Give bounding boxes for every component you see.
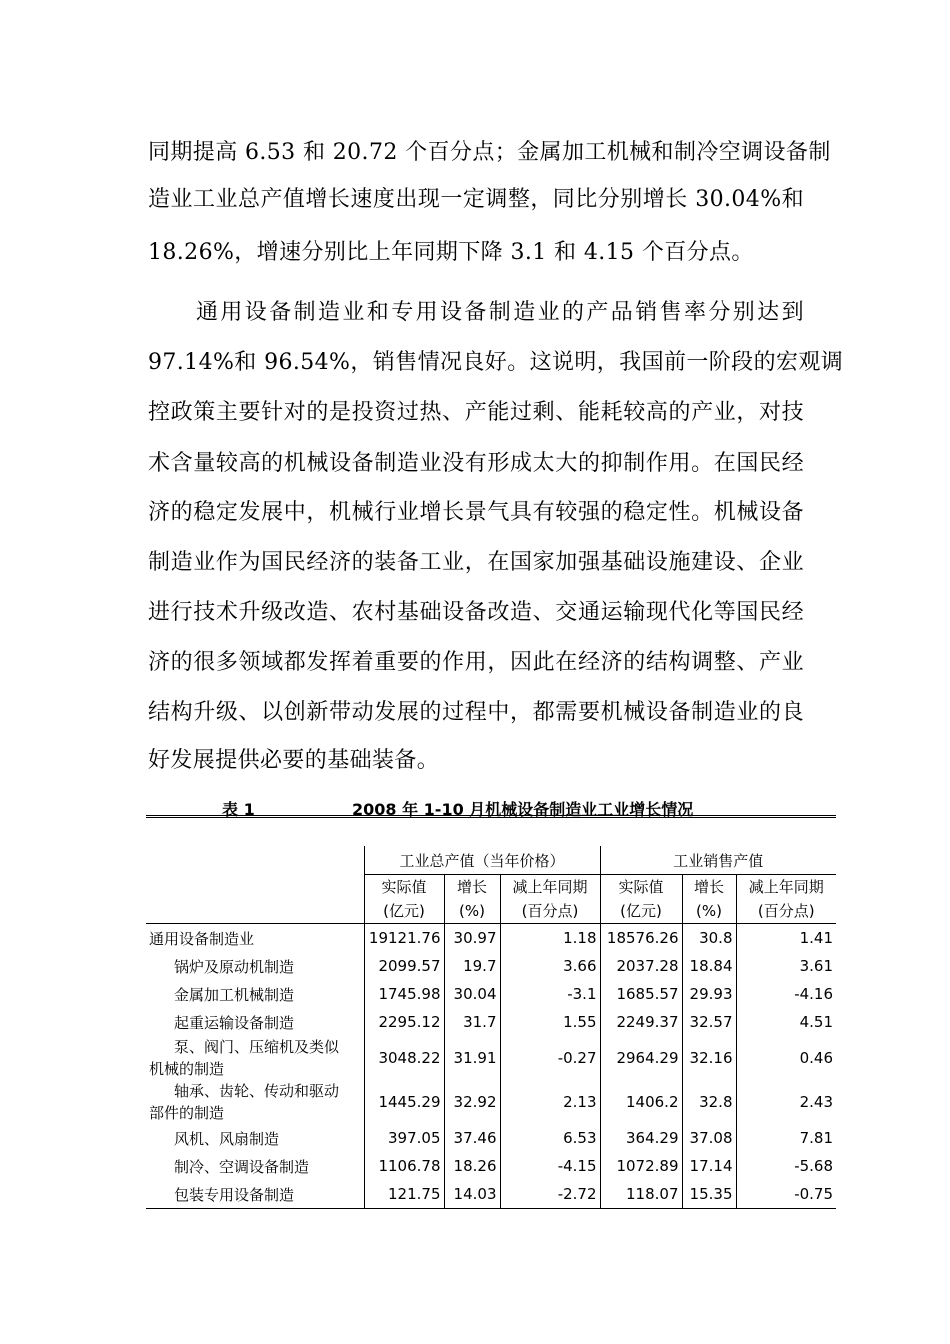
cell-value: 19121.76 [364, 924, 444, 953]
header-row-subcolumns [146, 875, 836, 924]
cell-value: 118.07 [600, 1180, 682, 1209]
header-cell: 增长 (%) [682, 875, 736, 924]
header-cell: 减上年同期 (百分点) [736, 875, 836, 924]
table-row [146, 1180, 836, 1209]
cell-value: 32.92 [444, 1080, 500, 1124]
row-name: 金属加工机械制造 [174, 985, 295, 1004]
text-line: 济的很多领域都发挥着重要的作用，因此在经济的结构调整、产业 [148, 650, 804, 675]
cell-value: -2.72 [500, 1180, 600, 1209]
cell-value: 31.7 [444, 1008, 500, 1036]
table-row [146, 1036, 836, 1080]
cell-value: 2295.12 [364, 1008, 444, 1036]
cell-value: 1.55 [500, 1008, 600, 1036]
cell-value: 32.57 [682, 1008, 736, 1036]
cell-value: 0.46 [736, 1036, 836, 1080]
header-cell: 实际值 (亿元) [364, 875, 444, 924]
text-line: 济的稳定发展中，机械行业增长景气具有较强的稳定性。机械设备 [148, 500, 804, 525]
text-line: 通用设备制造业和专用设备制造业的产品销售率分别达到 [196, 300, 804, 325]
table-row [146, 980, 836, 1008]
cell-value: -0.27 [500, 1036, 600, 1080]
cell-value: -5.68 [736, 1152, 836, 1180]
row-name: 泵、阀门、压缩机及类似 机械的制造 [149, 1038, 340, 1078]
row-name: 起重运输设备制造 [174, 1013, 295, 1032]
header-row-groups [146, 846, 836, 875]
cell-value: 3048.22 [364, 1036, 444, 1080]
text-line: 术含量较高的机械设备制造业没有形成太大的抑制作用。在国民经 [148, 451, 804, 476]
cell-value: 18.26 [444, 1152, 500, 1180]
cell-value: 1406.2 [600, 1080, 682, 1124]
cell-value: 2964.29 [600, 1036, 682, 1080]
text-line: 造业工业总产值增长速度出现一定调整，同比分别增长 30.04%和 [148, 187, 804, 212]
table-row [146, 1152, 836, 1180]
data-table [146, 815, 836, 1209]
header-group-total-output: 工业总产值（当年价格） [364, 846, 600, 875]
cell-value: 14.03 [444, 1180, 500, 1209]
cell-value: -4.16 [736, 980, 836, 1008]
cell-value: 2.43 [736, 1080, 836, 1124]
cell-value: 32.8 [682, 1080, 736, 1124]
cell-value: 2.13 [500, 1080, 600, 1124]
table-row [146, 1008, 836, 1036]
text-line: 97.14%和 96.54%，销售情况良好。这说明，我国前一阶段的宏观调 [148, 350, 844, 375]
cell-value: -3.1 [500, 980, 600, 1008]
table-top-rule [146, 817, 836, 847]
cell-value: 397.05 [364, 1124, 444, 1152]
cell-value: -0.75 [736, 1180, 836, 1209]
cell-value: 30.04 [444, 980, 500, 1008]
cell-value: 30.97 [444, 924, 500, 953]
cell-value: 1.18 [500, 924, 600, 953]
table-row [146, 1080, 836, 1124]
text-line: 好发展提供必要的基础装备。 [148, 748, 440, 773]
cell-value: 15.35 [682, 1180, 736, 1209]
cell-value: 1106.78 [364, 1152, 444, 1180]
cell-value: 3.66 [500, 952, 600, 980]
cell-value: 4.51 [736, 1008, 836, 1036]
cell-value: 1745.98 [364, 980, 444, 1008]
cell-value: 6.53 [500, 1124, 600, 1152]
row-name: 轴承、齿轮、传动和驱动 部件的制造 [149, 1082, 340, 1122]
cell-value: 19.7 [444, 952, 500, 980]
header-cell: 减上年同期 (百分点) [500, 875, 600, 924]
cell-value: 29.93 [682, 980, 736, 1008]
cell-value: 2099.57 [364, 952, 444, 980]
table-label: 表 1 [222, 800, 255, 819]
cell-value: -4.15 [500, 1152, 600, 1180]
table-row [146, 1124, 836, 1152]
table-row [146, 952, 836, 980]
text-line: 同期提高 6.53 和 20.72 个百分点；金属加工机械和制冷空调设备制 [148, 140, 831, 165]
text-line: 18.26%，增速分别比上年同期下降 3.1 和 4.15 个百分点。 [148, 240, 754, 265]
cell-value: 1685.57 [600, 980, 682, 1008]
cell-value: 1445.29 [364, 1080, 444, 1124]
table-title: 2008 年 1-10 月机械设备制造业工业增长情况 [352, 800, 694, 819]
empty-header-cell [146, 846, 364, 875]
cell-value: 32.16 [682, 1036, 736, 1080]
row-name: 风机、风扇制造 [174, 1129, 280, 1148]
cell-value: 121.75 [364, 1180, 444, 1209]
cell-value: 37.46 [444, 1124, 500, 1152]
cell-value: 2037.28 [600, 952, 682, 980]
cell-value: 31.91 [444, 1036, 500, 1080]
cell-value: 17.14 [682, 1152, 736, 1180]
cell-value: 18576.26 [600, 924, 682, 953]
text-line: 结构升级、以创新带动发展的过程中，都需要机械设备制造业的良 [148, 700, 804, 725]
row-name: 包装专用设备制造 [146, 1180, 364, 1209]
cell-value: 2249.37 [600, 1008, 682, 1036]
cell-value: 1072.89 [600, 1152, 682, 1180]
text-line: 制造业作为国民经济的装备工业，在国家加强基础设施建设、企业 [148, 550, 804, 575]
cell-value: 364.29 [600, 1124, 682, 1152]
cell-value: 3.61 [736, 952, 836, 980]
header-cell: 增长 (%) [444, 875, 500, 924]
row-name: 制冷、空调设备制造 [174, 1157, 310, 1176]
row-name: 锅炉及原动机制造 [174, 957, 295, 976]
header-cell: 实际值 (亿元) [600, 875, 682, 924]
text-line: 进行技术升级改造、农村基础设备改造、交通运输现代化等国民经 [148, 600, 804, 625]
cell-value: 1.41 [736, 924, 836, 953]
cell-value: 7.81 [736, 1124, 836, 1152]
header-group-sales-output: 工业销售产值 [600, 846, 836, 875]
cell-value: 37.08 [682, 1124, 736, 1152]
text-line: 控政策主要针对的是投资过热、产能过剩、能耗较高的产业，对技 [148, 400, 804, 425]
empty-header-cell [146, 875, 364, 924]
table-row [146, 924, 836, 953]
cell-value: 30.8 [682, 924, 736, 953]
row-name: 通用设备制造业 [149, 929, 255, 948]
cell-value: 18.84 [682, 952, 736, 980]
